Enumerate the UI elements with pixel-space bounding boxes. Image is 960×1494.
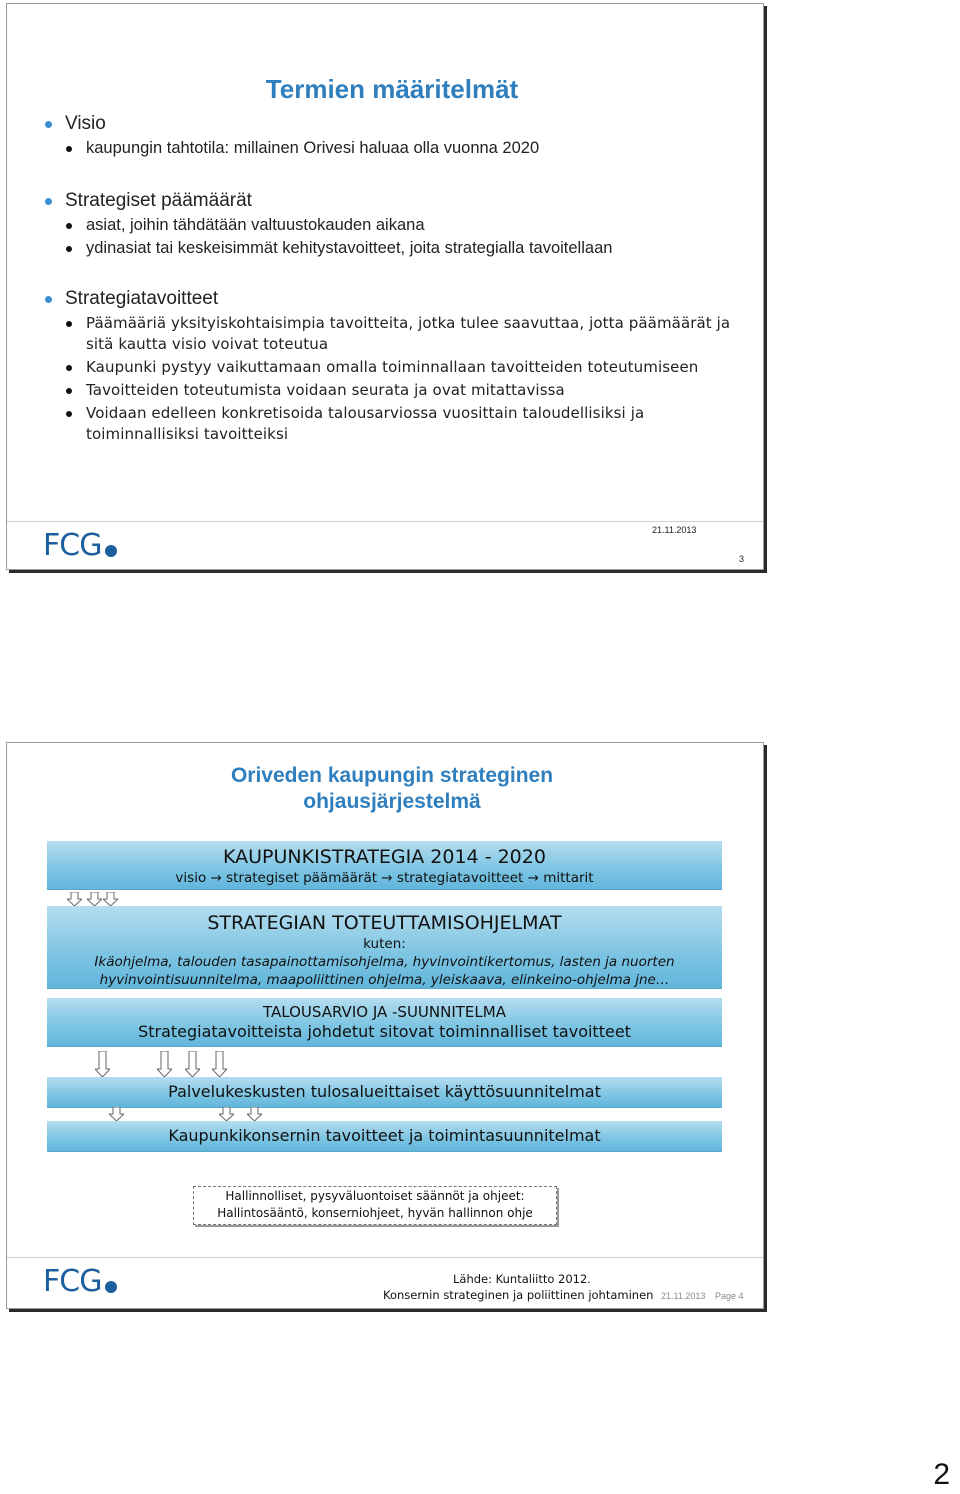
sheet-page-number: 2 xyxy=(933,1458,950,1491)
bullet-dot-icon xyxy=(66,411,72,417)
bar-talousarvio: TALOUSARVIO JA -SUUNNITELMA Strategiatavoitteista johdetut sitovat toiminnalliset tavoitteet xyxy=(47,998,722,1047)
slide-page-number: 3 xyxy=(739,554,745,564)
sub-bullet: Päämääriä yksityiskohtaisimpia tavoitteita, jotka tulee saavuttaa, jotta päämäärät ja sitä kautta visio voivat toteutua xyxy=(45,313,745,355)
slide-title: Oriveden kaupungin strateginen ohjausjärjestelmä xyxy=(230,764,554,813)
footer-divider xyxy=(7,521,763,522)
down-arrow-icon xyxy=(95,1051,110,1077)
down-arrow-icon xyxy=(157,1051,172,1077)
down-arrow-icon xyxy=(109,1107,124,1121)
footer-divider xyxy=(7,1257,763,1258)
down-arrow-icon xyxy=(247,1107,262,1121)
source-line: Lähde: Kuntaliitto 2012. xyxy=(453,1272,591,1286)
bullet-dot-icon xyxy=(45,296,52,303)
down-arrow-icon xyxy=(87,892,102,906)
slide-title: Termien määritelmät xyxy=(265,74,519,104)
bullet-list xyxy=(45,112,745,445)
bullet-dot-icon xyxy=(66,223,72,229)
slide-date: 21.11.2013 xyxy=(652,525,697,535)
sub-bullet: Voidaan edelleen konkretisoida talousarviossa vuosittain taloudellisiksi ja toiminnallisiksi tavoitteiksi xyxy=(45,403,745,445)
fcg-logo: FCG xyxy=(43,1267,117,1297)
bar-kaupunkistrategia: KAUPUNKISTRATEGIA 2014 - 2020 visio → strategiset päämäärät → strategiatavoitteet → mittarit xyxy=(47,841,722,890)
bullet-dot-icon xyxy=(45,198,52,205)
fcg-logo: FCG xyxy=(43,531,117,561)
bar-toteuttamisohjelmat: STRATEGIAN TOTEUTTAMISOHJELMAT kuten: Ikäohjelma, talouden tasapainottamisohjelma, hyvinvointikertomus, lasten ja nuorten hyvinvointisuunnitelma, maapoliittinen ohjelma, yleiskaava, elinkeino-ohjelma jne… xyxy=(47,906,722,989)
logo-dot-icon xyxy=(105,545,117,557)
bullet-visio: Visio xyxy=(45,112,745,136)
slide-date: 21.11.2013 xyxy=(661,1291,706,1301)
bar-konserni: Kaupunkikonsernin tavoitteet ja toimintasuunnitelmat xyxy=(47,1121,722,1152)
logo-dot-icon xyxy=(105,1281,117,1293)
source-title: Konsernin strateginen ja poliittinen johtaminen xyxy=(383,1288,654,1302)
bullet-dot-icon xyxy=(66,146,72,152)
down-arrow-icon xyxy=(103,892,118,906)
bullet-dot-icon xyxy=(66,246,72,252)
bar-kayttosuunnitelmat: Palvelukeskusten tulosalueittaiset käyttösuunnitelmat xyxy=(47,1077,722,1108)
sub-bullet: Kaupunki pystyy vaikuttamaan omalla toiminnallaan tavoitteiden toteutumiseen xyxy=(45,357,745,378)
sub-bullet: Tavoitteiden toteutumista voidaan seurata ja ovat mitattavissa xyxy=(45,380,745,401)
slide-4 xyxy=(6,742,764,1309)
bullet-strategiset-paamaarat: Strategiset päämäärät xyxy=(45,189,745,213)
down-arrow-icon xyxy=(185,1051,200,1077)
bullet-dot-icon xyxy=(66,365,72,371)
bullet-strategiatavoitteet: Strategiatavoitteet xyxy=(45,287,745,311)
sub-bullet: asiat, joihin tähdätään valtuustokauden aikana xyxy=(45,215,745,236)
sub-bullet: ydinasiat tai keskeisimmät kehitystavoitteet, joita strategialla tavoitellaan xyxy=(45,238,745,259)
sub-bullet: kaupungin tahtotila: millainen Orivesi haluaa olla vuonna 2020 xyxy=(45,138,745,159)
down-arrow-icon xyxy=(219,1107,234,1121)
admin-rules-note: Hallinnolliset, pysyväluontoiset säännöt ja ohjeet: Hallintosääntö, konserniohjeet, hyvän hallinnon ohje xyxy=(193,1186,557,1225)
bullet-dot-icon xyxy=(66,321,72,327)
down-arrow-icon xyxy=(67,892,82,906)
bullet-dot-icon xyxy=(45,121,52,128)
slide-page-number: Page 4 xyxy=(715,1291,744,1301)
down-arrow-icon xyxy=(212,1051,227,1077)
bullet-dot-icon xyxy=(66,388,72,394)
slide-3 xyxy=(6,3,764,570)
